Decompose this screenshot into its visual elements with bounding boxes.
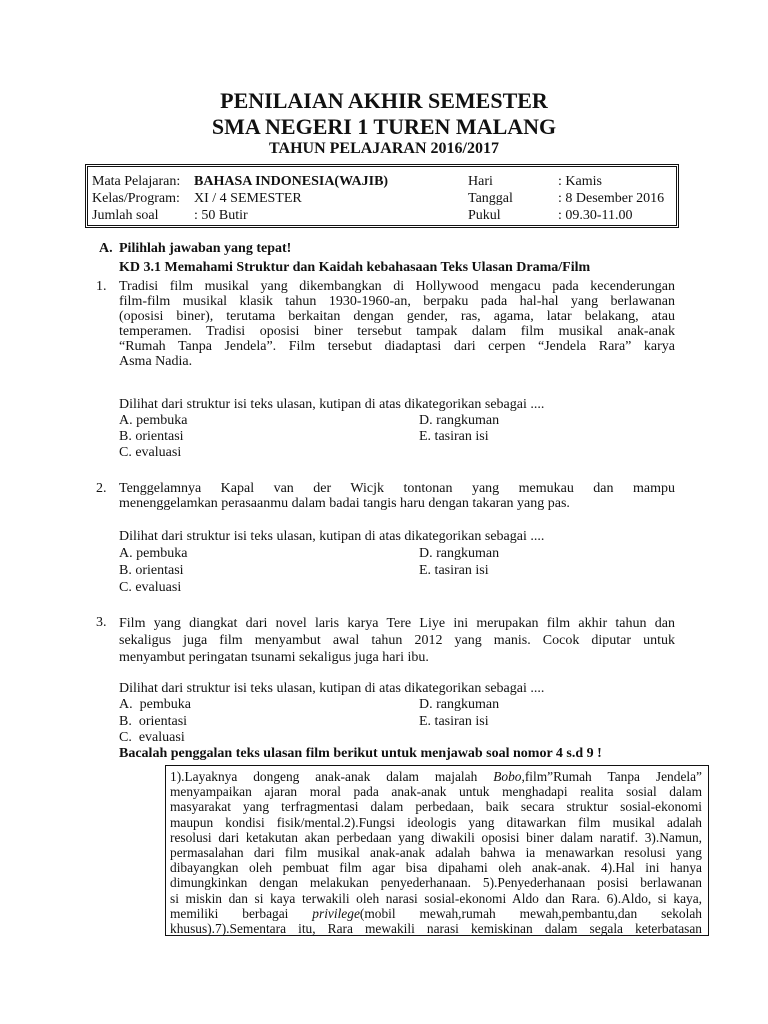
question-3-line: Film yang diangkat dari novel laris karya Tere Liye ini merupakan film akhir tahun dan [119, 616, 675, 631]
excerpt-italic-run: Bobo [493, 769, 522, 784]
section-instruction: Pilihlah jawaban yang tepat! [119, 241, 292, 256]
film-review-excerpt-box [165, 765, 709, 936]
day-value: : Kamis [558, 174, 602, 189]
question-3-option-d[interactable]: D. rangkuman [419, 697, 500, 712]
excerpt-text-run: permasalahan dari film musikal anak-anak adalah bahwa ia menawarkan resolusi yang [170, 845, 702, 861]
date-label: Tanggal [468, 191, 513, 206]
question-1-option-d[interactable]: D. rangkuman [419, 413, 500, 428]
excerpt-text-run: khusus).7).Sementara itu, Rara mewakili narasi kemiskinan dalam segala keterbatasan [170, 921, 702, 937]
reading-instruction: Bacalah penggalan teks ulasan film berikut untuk menjawab soal nomor 4 s.d 9 ! [119, 746, 602, 761]
question-1-number: 1. [96, 279, 107, 294]
time-value: : 09.30-11.00 [558, 208, 633, 223]
school-name: SMA NEGERI 1 TUREN MALANG [211, 114, 557, 139]
excerpt-line [170, 845, 702, 860]
excerpt-text-run: memiliki berbagai [170, 905, 313, 921]
excerpt-text-run: 1).Layaknya dongeng anak-anak dalam majalah [170, 769, 494, 784]
excerpt-line [170, 921, 702, 936]
question-1-option-a[interactable]: A. pembuka [119, 413, 188, 428]
question-3-text [119, 615, 675, 666]
question-3-line: sekaligus juga film menyambut awal tahun 2012 yang manis. Cocok diputar untuk [119, 633, 675, 648]
question-3-prompt: Dilihat dari struktur isi teks ulasan, kutipan di atas dikategorikan sebagai .... [119, 681, 545, 696]
excerpt-text-run: menyampaikan ajaran moral pada anak-anak untuk menghadapi realita sosial dalam [170, 784, 702, 800]
excerpt-line [170, 906, 702, 921]
class-value: XI / 4 SEMESTER [194, 191, 302, 206]
count-value: : 50 Butir [194, 208, 248, 223]
question-2-option-d[interactable]: D. rangkuman [419, 546, 500, 561]
film-review-excerpt-text [170, 769, 702, 936]
question-2-number: 2. [96, 481, 107, 496]
question-1-line: film-film musikal klasik tahun 1930-1960-an, berpaku pada hal-hal yang berlawanan [119, 294, 675, 309]
question-2-prompt: Dilihat dari struktur isi teks ulasan, kutipan di atas dikategorikan sebagai .... [119, 529, 545, 544]
question-1-line: Tradisi film musikal yang dikembangkan di Hollywood mengacu pada kecenderungan [119, 279, 675, 294]
question-3-option-e[interactable]: E. tasiran isi [419, 714, 489, 729]
question-2-line: menenggelamkan perasaanmu dalam badai tangis haru dengan takaran yang pas. [119, 496, 570, 511]
question-1-line: “Rumah Tanpa Jendela”. Film tersebut diadaptasi dari cerpen “Jendela Rara” karya [119, 339, 675, 354]
question-3-line: menyambut peringatan tsunami sekaligus juga hari ibu. [119, 650, 429, 665]
question-2-text [119, 481, 675, 511]
question-1-text [119, 279, 675, 369]
class-label: Kelas/Program: [92, 191, 180, 206]
excerpt-line [170, 769, 702, 784]
excerpt-line [170, 830, 702, 845]
section-label: A. [99, 241, 113, 256]
excerpt-line [170, 799, 702, 814]
excerpt-text-run: (mobil mewah,rumah mewah,pembantu,dan sekolah [359, 905, 702, 921]
question-3-option-b[interactable]: B. orientasi [119, 714, 188, 729]
excerpt-text-run: si miskin dan si kaya terwakili oleh narasi sosial-ekonomi Aldo dan Rara. 6).Aldo, si kaya, [170, 890, 702, 906]
question-2-line: Tenggelamnya Kapal van der Wicjk tontonan yang memukau dan mampu [119, 481, 675, 496]
question-1-option-b[interactable]: B. orientasi [119, 429, 184, 444]
question-1-prompt: Dilihat dari struktur isi teks ulasan, kutipan di atas dikategorikan sebagai .... [119, 397, 545, 412]
question-3-number: 3. [96, 615, 107, 630]
question-1-line: Asma Nadia. [119, 354, 193, 369]
excerpt-text-run: dimungkinkan dengan melakukan penyederhanaan. 5).Penyederhanaan posisi berlawanan [170, 875, 702, 891]
exam-title: PENILAIAN AKHIR SEMESTER [220, 88, 548, 113]
question-1-line: (oposisi biner), terutama berkaitan dengan gender, ras, agama, latar belakang, atau [119, 309, 675, 324]
date-value: : 8 Desember 2016 [558, 191, 665, 206]
question-1-option-e[interactable]: E. tasiran isi [419, 429, 489, 444]
excerpt-text-run: maupun kondisi fisik/mental.2).Fungsi ideologis yang ditawarkan film musikal adalah [170, 814, 702, 830]
excerpt-line [170, 875, 702, 890]
excerpt-line [170, 860, 702, 875]
excerpt-text-run: resolusi dari ketakutan akan perbedaan yang diwakili oposisi biner dalam naratif. 3).Namun, [170, 829, 702, 845]
question-3-option-c[interactable]: C. evaluasi [119, 730, 185, 745]
question-2-option-c[interactable]: C. evaluasi [119, 580, 182, 595]
academic-year: TAHUN PELAJARAN 2016/2017 [269, 140, 499, 157]
excerpt-italic-run: privilege [312, 905, 360, 921]
kd-heading: KD 3.1 Memahami Struktur dan Kaidah kebahasaan Teks Ulasan Drama/Film [119, 260, 591, 275]
subject-label: Mata Pelajaran: [92, 174, 181, 189]
excerpt-line [170, 891, 702, 906]
question-3-option-a[interactable]: A. pembuka [119, 697, 191, 712]
exam-info-box [85, 164, 679, 228]
question-2-option-a[interactable]: A. pembuka [119, 546, 188, 561]
question-1-line: temperamen. Tradisi oposisi biner tersebut tampak dalam film musikal anak-anak [119, 324, 675, 339]
question-1-option-c[interactable]: C. evaluasi [119, 445, 182, 460]
question-2-option-e[interactable]: E. tasiran isi [419, 563, 489, 578]
time-label: Pukul [468, 208, 501, 223]
count-label: Jumlah soal [92, 208, 159, 223]
excerpt-line [170, 784, 702, 799]
excerpt-line [170, 815, 702, 830]
excerpt-text-run: ,film”Rumah Tanpa Jendela” [521, 769, 703, 784]
excerpt-text-run: dibayangkan oleh pembuat film agar bisa dipahami oleh anak-anak. 4).Hal ini hanya [170, 860, 702, 876]
subject-value: BAHASA INDONESIA(WAJIB) [194, 174, 389, 189]
day-label: Hari [468, 174, 493, 189]
excerpt-text-run: masyarakat yang terfragmentasi dalam perbedaan, baik secara struktur sosial-ekonomi [170, 799, 702, 815]
question-2-option-b[interactable]: B. orientasi [119, 563, 184, 578]
